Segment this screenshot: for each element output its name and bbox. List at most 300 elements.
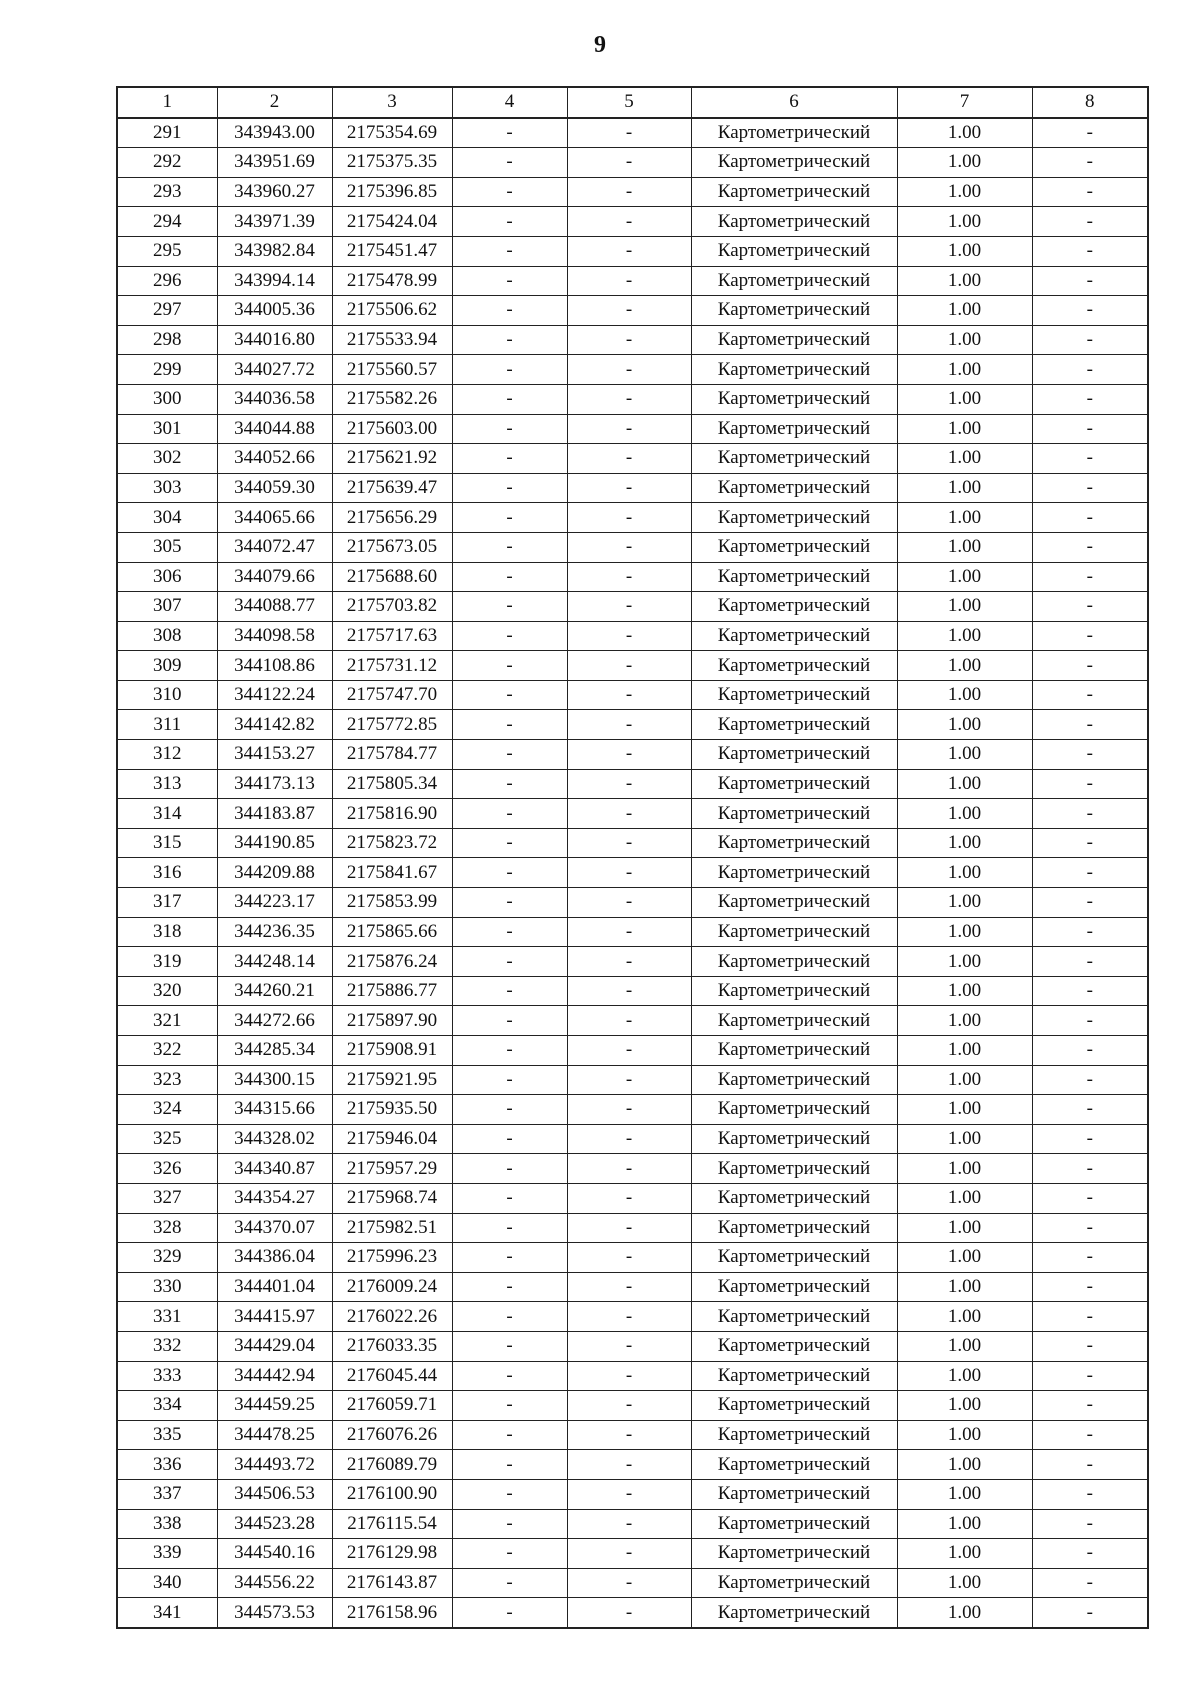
cell-col-5: - [567, 769, 691, 799]
cell-point-number: 303 [117, 473, 217, 503]
cell-coord-x: 344354.27 [217, 1183, 332, 1213]
cell-method: Картометрический [691, 888, 897, 918]
cell-coord-y: 2176129.98 [332, 1539, 452, 1569]
cell-col-5: - [567, 1243, 691, 1273]
cell-col-5: - [567, 355, 691, 385]
cell-col-8: - [1032, 1006, 1148, 1036]
cell-coord-x: 344248.14 [217, 947, 332, 977]
cell-col-4: - [452, 592, 567, 622]
table-row [117, 503, 1148, 533]
cell-coord-y: 2175506.62 [332, 296, 452, 326]
cell-col-5: - [567, 118, 691, 148]
cell-method: Картометрический [691, 384, 897, 414]
cell-accuracy: 1.00 [897, 1095, 1032, 1125]
cell-point-number: 294 [117, 207, 217, 237]
cell-point-number: 323 [117, 1065, 217, 1095]
cell-accuracy: 1.00 [897, 799, 1032, 829]
cell-col-8: - [1032, 1036, 1148, 1066]
cell-col-4: - [452, 296, 567, 326]
cell-point-number: 328 [117, 1213, 217, 1243]
cell-point-number: 333 [117, 1361, 217, 1391]
table-row [117, 355, 1148, 385]
cell-col-5: - [567, 651, 691, 681]
cell-coord-x: 344272.66 [217, 1006, 332, 1036]
cell-col-5: - [567, 858, 691, 888]
column-header-2: 2 [217, 87, 332, 118]
table-row [117, 384, 1148, 414]
cell-col-4: - [452, 1450, 567, 1480]
page-number: 9 [594, 32, 606, 58]
cell-coord-y: 2175908.91 [332, 1036, 452, 1066]
cell-col-8: - [1032, 710, 1148, 740]
cell-method: Картометрический [691, 917, 897, 947]
cell-accuracy: 1.00 [897, 710, 1032, 740]
cell-coord-y: 2175921.95 [332, 1065, 452, 1095]
cell-coord-y: 2175451.47 [332, 236, 452, 266]
cell-col-4: - [452, 1065, 567, 1095]
cell-accuracy: 1.00 [897, 947, 1032, 977]
cell-coord-x: 344340.87 [217, 1154, 332, 1184]
cell-col-5: - [567, 532, 691, 562]
cell-coord-x: 344173.13 [217, 769, 332, 799]
cell-point-number: 308 [117, 621, 217, 651]
cell-col-8: - [1032, 1095, 1148, 1125]
cell-coord-y: 2175772.85 [332, 710, 452, 740]
cell-point-number: 306 [117, 562, 217, 592]
cell-method: Картометрический [691, 592, 897, 622]
cell-col-5: - [567, 444, 691, 474]
cell-col-8: - [1032, 444, 1148, 474]
cell-col-4: - [452, 236, 567, 266]
table-row [117, 888, 1148, 918]
cell-coord-x: 343960.27 [217, 177, 332, 207]
cell-col-5: - [567, 1124, 691, 1154]
cell-point-number: 300 [117, 384, 217, 414]
cell-accuracy: 1.00 [897, 976, 1032, 1006]
cell-col-4: - [452, 917, 567, 947]
cell-accuracy: 1.00 [897, 473, 1032, 503]
cell-coord-y: 2175876.24 [332, 947, 452, 977]
table-row [117, 148, 1148, 178]
cell-coord-y: 2175747.70 [332, 680, 452, 710]
cell-coord-x: 344328.02 [217, 1124, 332, 1154]
cell-col-4: - [452, 444, 567, 474]
cell-col-8: - [1032, 1420, 1148, 1450]
cell-coord-x: 344059.30 [217, 473, 332, 503]
cell-col-8: - [1032, 296, 1148, 326]
cell-coord-y: 2175865.66 [332, 917, 452, 947]
cell-col-5: - [567, 1479, 691, 1509]
cell-col-4: - [452, 325, 567, 355]
table-row [117, 1450, 1148, 1480]
cell-point-number: 334 [117, 1391, 217, 1421]
cell-col-4: - [452, 1568, 567, 1598]
cell-col-8: - [1032, 621, 1148, 651]
cell-col-4: - [452, 1272, 567, 1302]
cell-coord-y: 2175560.57 [332, 355, 452, 385]
cell-col-4: - [452, 1213, 567, 1243]
cell-accuracy: 1.00 [897, 148, 1032, 178]
cell-point-number: 337 [117, 1479, 217, 1509]
cell-coord-x: 344478.25 [217, 1420, 332, 1450]
cell-point-number: 307 [117, 592, 217, 622]
cell-col-8: - [1032, 1154, 1148, 1184]
cell-col-5: - [567, 236, 691, 266]
cell-col-8: - [1032, 976, 1148, 1006]
cell-col-5: - [567, 266, 691, 296]
cell-point-number: 332 [117, 1331, 217, 1361]
cell-method: Картометрический [691, 532, 897, 562]
cell-accuracy: 1.00 [897, 740, 1032, 770]
cell-method: Картометрический [691, 651, 897, 681]
cell-col-4: - [452, 858, 567, 888]
cell-accuracy: 1.00 [897, 562, 1032, 592]
cell-coord-x: 344493.72 [217, 1450, 332, 1480]
cell-col-5: - [567, 1095, 691, 1125]
cell-col-8: - [1032, 888, 1148, 918]
table-row [117, 680, 1148, 710]
cell-coord-x: 344285.34 [217, 1036, 332, 1066]
cell-coord-y: 2175816.90 [332, 799, 452, 829]
column-header-4: 4 [452, 87, 567, 118]
column-header-8: 8 [1032, 87, 1148, 118]
cell-coord-x: 344300.15 [217, 1065, 332, 1095]
cell-col-4: - [452, 562, 567, 592]
table-body [117, 118, 1148, 1628]
cell-coord-x: 343982.84 [217, 236, 332, 266]
cell-coord-x: 344122.24 [217, 680, 332, 710]
cell-accuracy: 1.00 [897, 769, 1032, 799]
cell-method: Картометрический [691, 1036, 897, 1066]
cell-col-5: - [567, 740, 691, 770]
cell-accuracy: 1.00 [897, 503, 1032, 533]
cell-coord-y: 2175688.60 [332, 562, 452, 592]
cell-coord-x: 344098.58 [217, 621, 332, 651]
cell-col-8: - [1032, 414, 1148, 444]
cell-col-4: - [452, 621, 567, 651]
cell-col-8: - [1032, 1302, 1148, 1332]
cell-point-number: 298 [117, 325, 217, 355]
cell-coord-y: 2175805.34 [332, 769, 452, 799]
cell-accuracy: 1.00 [897, 444, 1032, 474]
cell-accuracy: 1.00 [897, 355, 1032, 385]
cell-coord-y: 2176115.54 [332, 1509, 452, 1539]
cell-coord-y: 2175886.77 [332, 976, 452, 1006]
table-row [117, 976, 1148, 1006]
cell-col-8: - [1032, 1065, 1148, 1095]
cell-accuracy: 1.00 [897, 1331, 1032, 1361]
cell-col-8: - [1032, 680, 1148, 710]
cell-col-4: - [452, 888, 567, 918]
cell-accuracy: 1.00 [897, 384, 1032, 414]
cell-coord-y: 2175396.85 [332, 177, 452, 207]
cell-col-4: - [452, 503, 567, 533]
cell-point-number: 322 [117, 1036, 217, 1066]
cell-accuracy: 1.00 [897, 1479, 1032, 1509]
cell-accuracy: 1.00 [897, 1302, 1032, 1332]
table-row [117, 1006, 1148, 1036]
cell-col-8: - [1032, 148, 1148, 178]
cell-col-8: - [1032, 947, 1148, 977]
cell-coord-y: 2175354.69 [332, 118, 452, 148]
cell-method: Картометрический [691, 680, 897, 710]
cell-col-8: - [1032, 1479, 1148, 1509]
cell-method: Картометрический [691, 118, 897, 148]
cell-coord-x: 344540.16 [217, 1539, 332, 1569]
cell-coord-y: 2176158.96 [332, 1598, 452, 1628]
cell-col-8: - [1032, 473, 1148, 503]
cell-method: Картометрический [691, 1450, 897, 1480]
cell-coord-x: 344065.66 [217, 503, 332, 533]
cell-coord-x: 344260.21 [217, 976, 332, 1006]
cell-accuracy: 1.00 [897, 414, 1032, 444]
cell-method: Картометрический [691, 236, 897, 266]
cell-point-number: 291 [117, 118, 217, 148]
cell-col-5: - [567, 947, 691, 977]
cell-col-8: - [1032, 1183, 1148, 1213]
cell-coord-y: 2175375.35 [332, 148, 452, 178]
cell-point-number: 319 [117, 947, 217, 977]
cell-coord-x: 344005.36 [217, 296, 332, 326]
cell-accuracy: 1.00 [897, 1539, 1032, 1569]
cell-coord-x: 343994.14 [217, 266, 332, 296]
cell-accuracy: 1.00 [897, 1509, 1032, 1539]
cell-method: Картометрический [691, 1243, 897, 1273]
cell-col-4: - [452, 384, 567, 414]
cell-col-5: - [567, 1361, 691, 1391]
cell-coord-x: 344072.47 [217, 532, 332, 562]
cell-method: Картометрический [691, 473, 897, 503]
column-header-5: 5 [567, 87, 691, 118]
cell-method: Картометрический [691, 207, 897, 237]
table-row [117, 414, 1148, 444]
cell-coord-x: 344429.04 [217, 1331, 332, 1361]
cell-coord-x: 344401.04 [217, 1272, 332, 1302]
cell-point-number: 321 [117, 1006, 217, 1036]
table-row [117, 1598, 1148, 1628]
cell-col-8: - [1032, 828, 1148, 858]
table-row [117, 473, 1148, 503]
cell-coord-y: 2175703.82 [332, 592, 452, 622]
cell-accuracy: 1.00 [897, 296, 1032, 326]
cell-col-5: - [567, 1154, 691, 1184]
cell-accuracy: 1.00 [897, 1036, 1032, 1066]
cell-col-4: - [452, 1361, 567, 1391]
cell-point-number: 326 [117, 1154, 217, 1184]
cell-coord-y: 2176100.90 [332, 1479, 452, 1509]
cell-col-8: - [1032, 355, 1148, 385]
cell-accuracy: 1.00 [897, 1183, 1032, 1213]
table-row [117, 266, 1148, 296]
cell-coord-y: 2176045.44 [332, 1361, 452, 1391]
cell-col-8: - [1032, 532, 1148, 562]
cell-coord-y: 2175621.92 [332, 444, 452, 474]
table-row [117, 1124, 1148, 1154]
cell-method: Картометрический [691, 503, 897, 533]
cell-col-8: - [1032, 266, 1148, 296]
cell-coord-x: 344027.72 [217, 355, 332, 385]
cell-coord-x: 344415.97 [217, 1302, 332, 1332]
cell-accuracy: 1.00 [897, 1272, 1032, 1302]
cell-accuracy: 1.00 [897, 1154, 1032, 1184]
cell-col-5: - [567, 207, 691, 237]
column-header-6: 6 [691, 87, 897, 118]
cell-accuracy: 1.00 [897, 651, 1032, 681]
cell-point-number: 329 [117, 1243, 217, 1273]
cell-col-8: - [1032, 1568, 1148, 1598]
cell-col-8: - [1032, 384, 1148, 414]
cell-method: Картометрический [691, 562, 897, 592]
table-row [117, 740, 1148, 770]
cell-coord-y: 2175603.00 [332, 414, 452, 444]
cell-accuracy: 1.00 [897, 828, 1032, 858]
cell-coord-y: 2175731.12 [332, 651, 452, 681]
cell-col-8: - [1032, 1272, 1148, 1302]
cell-point-number: 336 [117, 1450, 217, 1480]
cell-accuracy: 1.00 [897, 1006, 1032, 1036]
cell-method: Картометрический [691, 1006, 897, 1036]
cell-col-8: - [1032, 118, 1148, 148]
table-row [117, 1302, 1148, 1332]
cell-col-5: - [567, 1036, 691, 1066]
table-row [117, 444, 1148, 474]
cell-accuracy: 1.00 [897, 177, 1032, 207]
cell-method: Картометрический [691, 325, 897, 355]
cell-point-number: 340 [117, 1568, 217, 1598]
table-row [117, 177, 1148, 207]
cell-method: Картометрический [691, 1213, 897, 1243]
cell-point-number: 338 [117, 1509, 217, 1539]
cell-col-8: - [1032, 740, 1148, 770]
table-row [117, 651, 1148, 681]
cell-coord-x: 344370.07 [217, 1213, 332, 1243]
cell-point-number: 316 [117, 858, 217, 888]
cell-col-4: - [452, 473, 567, 503]
cell-col-4: - [452, 710, 567, 740]
coordinates-table [116, 86, 1149, 1629]
cell-col-5: - [567, 1450, 691, 1480]
cell-method: Картометрический [691, 1391, 897, 1421]
cell-coord-y: 2175424.04 [332, 207, 452, 237]
cell-col-4: - [452, 118, 567, 148]
table-row [117, 532, 1148, 562]
cell-coord-x: 344190.85 [217, 828, 332, 858]
cell-col-4: - [452, 1095, 567, 1125]
cell-coord-y: 2175582.26 [332, 384, 452, 414]
cell-point-number: 331 [117, 1302, 217, 1332]
table-row [117, 1272, 1148, 1302]
cell-coord-x: 344523.28 [217, 1509, 332, 1539]
cell-coord-y: 2175935.50 [332, 1095, 452, 1125]
table-row [117, 1183, 1148, 1213]
cell-col-4: - [452, 947, 567, 977]
cell-accuracy: 1.00 [897, 532, 1032, 562]
cell-point-number: 311 [117, 710, 217, 740]
cell-col-5: - [567, 1598, 691, 1628]
cell-accuracy: 1.00 [897, 888, 1032, 918]
cell-point-number: 297 [117, 296, 217, 326]
cell-accuracy: 1.00 [897, 917, 1032, 947]
cell-accuracy: 1.00 [897, 1391, 1032, 1421]
cell-point-number: 310 [117, 680, 217, 710]
cell-col-4: - [452, 740, 567, 770]
cell-method: Картометрический [691, 1302, 897, 1332]
cell-accuracy: 1.00 [897, 1450, 1032, 1480]
table-row [117, 710, 1148, 740]
cell-coord-x: 344142.82 [217, 710, 332, 740]
cell-coord-y: 2175533.94 [332, 325, 452, 355]
cell-accuracy: 1.00 [897, 1213, 1032, 1243]
table-row [117, 1391, 1148, 1421]
cell-coord-x: 344079.66 [217, 562, 332, 592]
cell-coord-x: 344088.77 [217, 592, 332, 622]
cell-accuracy: 1.00 [897, 680, 1032, 710]
cell-col-8: - [1032, 503, 1148, 533]
cell-col-5: - [567, 976, 691, 1006]
cell-method: Картометрический [691, 828, 897, 858]
cell-coord-y: 2175823.72 [332, 828, 452, 858]
cell-col-8: - [1032, 325, 1148, 355]
table-row [117, 562, 1148, 592]
cell-col-5: - [567, 1509, 691, 1539]
table-row [117, 1568, 1148, 1598]
table-row [117, 236, 1148, 266]
cell-coord-y: 2175478.99 [332, 266, 452, 296]
cell-col-5: - [567, 473, 691, 503]
cell-point-number: 293 [117, 177, 217, 207]
cell-col-4: - [452, 976, 567, 1006]
cell-coord-y: 2176022.26 [332, 1302, 452, 1332]
cell-point-number: 305 [117, 532, 217, 562]
column-header-1: 1 [117, 87, 217, 118]
cell-col-8: - [1032, 562, 1148, 592]
cell-coord-x: 344036.58 [217, 384, 332, 414]
cell-accuracy: 1.00 [897, 1598, 1032, 1628]
cell-col-4: - [452, 1598, 567, 1628]
header-row [117, 87, 1148, 118]
cell-point-number: 325 [117, 1124, 217, 1154]
cell-method: Картометрический [691, 1420, 897, 1450]
table-row [117, 828, 1148, 858]
cell-accuracy: 1.00 [897, 858, 1032, 888]
cell-method: Картометрический [691, 177, 897, 207]
cell-coord-x: 344052.66 [217, 444, 332, 474]
cell-point-number: 327 [117, 1183, 217, 1213]
cell-coord-y: 2175946.04 [332, 1124, 452, 1154]
cell-col-8: - [1032, 1213, 1148, 1243]
cell-accuracy: 1.00 [897, 592, 1032, 622]
cell-coord-y: 2175897.90 [332, 1006, 452, 1036]
table-row [117, 207, 1148, 237]
cell-col-8: - [1032, 1243, 1148, 1273]
cell-col-5: - [567, 799, 691, 829]
cell-col-8: - [1032, 769, 1148, 799]
cell-col-5: - [567, 888, 691, 918]
table-row [117, 947, 1148, 977]
cell-col-8: - [1032, 207, 1148, 237]
cell-point-number: 301 [117, 414, 217, 444]
cell-col-4: - [452, 355, 567, 385]
cell-col-4: - [452, 1302, 567, 1332]
cell-coord-x: 344506.53 [217, 1479, 332, 1509]
cell-col-4: - [452, 414, 567, 444]
cell-accuracy: 1.00 [897, 1243, 1032, 1273]
column-header-7: 7 [897, 87, 1032, 118]
cell-coord-x: 344183.87 [217, 799, 332, 829]
cell-method: Картометрический [691, 1331, 897, 1361]
cell-method: Картометрический [691, 1479, 897, 1509]
table-row [117, 1479, 1148, 1509]
